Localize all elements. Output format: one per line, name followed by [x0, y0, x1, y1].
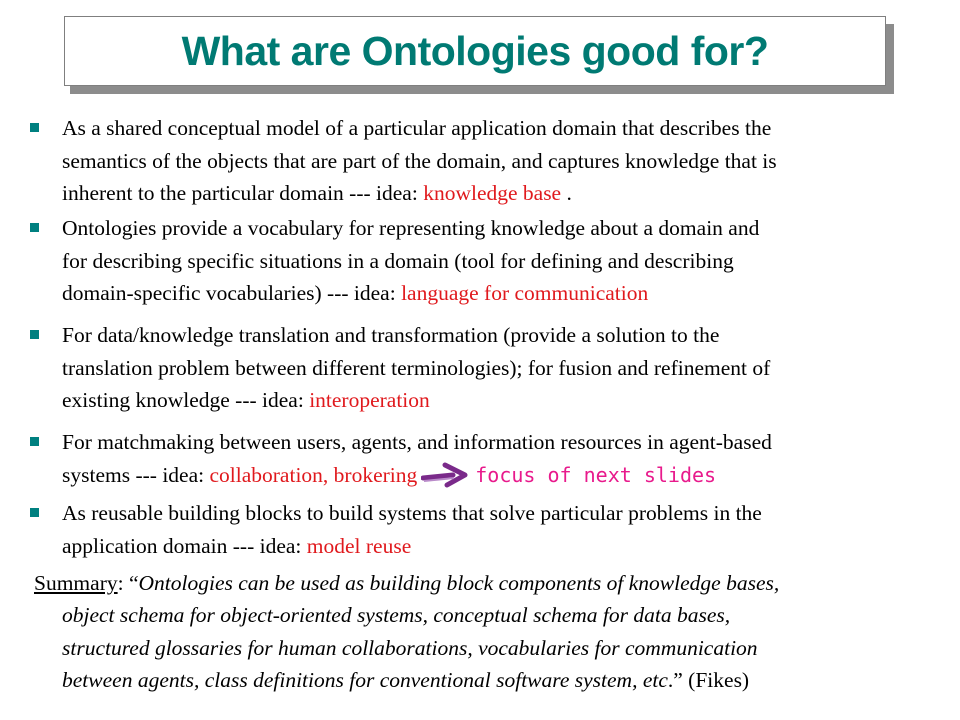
- bullet-line: As reusable building blocks to build systems that solve particular problems in the: [62, 501, 762, 525]
- summary-quote-line: between agents, class definitions for conventional software system, etc: [62, 667, 668, 692]
- bullet-square-icon: [30, 508, 39, 517]
- bullet-line: for describing specific situations in a domain (tool for defining and describing: [62, 248, 734, 273]
- summary-label: Summary: [34, 571, 118, 595]
- bullet-line: translation problem between different terminologies); for fusion and refinement of: [62, 355, 771, 380]
- bullet-square-icon: [30, 330, 39, 339]
- title-box: [64, 16, 886, 86]
- summary-quote-line: object schema for object-oriented systems, conceptual schema for data bases,: [62, 603, 731, 628]
- bullet-line: domain-specific vocabularies) --- idea:: [62, 281, 402, 305]
- bullet-item-interoperation: [62, 319, 946, 417]
- bullet-line: existing knowledge --- idea:: [62, 388, 310, 412]
- bullet-line: application domain --- idea:: [62, 533, 307, 558]
- bullet-item-collaboration: [62, 426, 946, 497]
- summary-citation: .” (Fikes): [667, 667, 750, 692]
- bullet-item-knowledge-base: [62, 112, 946, 210]
- bullet-line: For data/knowledge translation and transformation (provide a solution to the: [62, 323, 720, 347]
- bullet-square-icon: [30, 123, 39, 132]
- idea-highlight: model reuse: [306, 533, 412, 558]
- summary-quote-line: structured glossaries for human collaborations, vocabularies for communication: [62, 635, 758, 660]
- slide-title: What are Ontologies good for?: [181, 27, 769, 74]
- summary-colon: : “: [117, 571, 139, 595]
- idea-highlight: interoperation: [309, 388, 430, 412]
- bullet-line: inherent to the particular domain --- idea:: [62, 181, 424, 205]
- bullet-line: As a shared conceptual model of a particular application domain that describes the: [62, 116, 772, 140]
- bullet-square-icon: [30, 437, 39, 446]
- bullet-item-model-reuse: [62, 497, 946, 562]
- idea-highlight: language for communication: [401, 281, 649, 305]
- idea-highlight: collaboration, brokering: [209, 462, 418, 487]
- bullet-suffix: .: [561, 181, 572, 205]
- idea-highlight: knowledge base: [423, 181, 562, 205]
- bullet-square-icon: [30, 223, 39, 232]
- bullet-line: For matchmaking between users, agents, and information resources in agent-based: [62, 430, 772, 454]
- bullet-line: systems --- idea:: [62, 462, 210, 487]
- bullet-line: semantics of the objects that are part of the domain, and captures knowledge that is: [62, 148, 777, 173]
- bullet-line: Ontologies provide a vocabulary for representing knowledge about a domain and: [62, 216, 760, 240]
- bullet-item-language: [62, 212, 946, 310]
- annotation-text: focus of next slides: [475, 462, 717, 487]
- summary-quote-line: Ontologies can be used as building block components of knowledge bases,: [138, 571, 780, 595]
- arrow-right-icon: [421, 462, 469, 498]
- summary-paragraph: [34, 567, 946, 696]
